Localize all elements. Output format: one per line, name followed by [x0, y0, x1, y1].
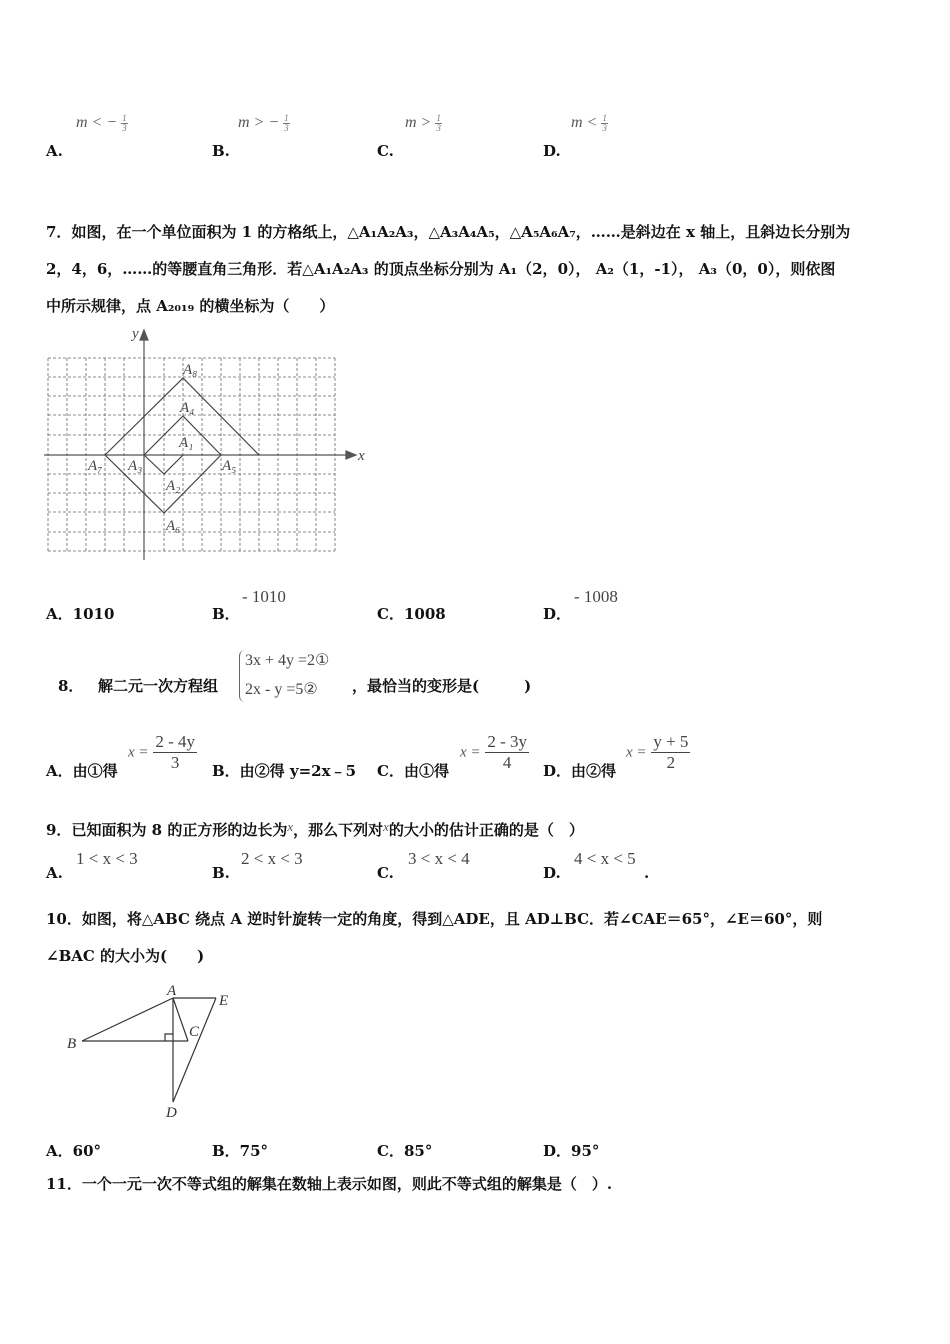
- q8-option-d-label: D．由②得: [543, 762, 617, 780]
- vertex-a-label: A: [167, 983, 177, 999]
- q6-option-c-expr: m > $\frac{1}{3}$: [405, 113, 441, 133]
- q10-vertex-labels: [67, 983, 228, 1121]
- q9-option-b-expr: 2 < x < 3: [241, 849, 303, 868]
- q10-option-b: B．75°: [212, 1142, 269, 1160]
- q10-line1: 10．如图，将△ABC 绕点 A 逆时针旋转一定的角度，得到△ADE，且 AD⊥BC．若∠CAE＝65°，∠E＝60°，则: [46, 910, 823, 928]
- question-11: 11．一个一元一次不等式组的解集在数轴上表示如图，则此不等式组的解集是（ ）.: [46, 1175, 613, 1193]
- q6-option-d-label: D.: [543, 142, 561, 160]
- q7-axes: [44, 330, 356, 560]
- q7-option-b-label: B．: [212, 605, 240, 623]
- vertex-b-label: B: [67, 1036, 77, 1052]
- q6-option-a-label: A.: [46, 142, 63, 160]
- q7-line1: 7．如图，在一个单位面积为 1 的方格纸上，△A₁A₂A₃，△A₃A₄A₅，△A₅A₆A₇，……是斜边在 x 轴上，且斜边长分别为: [46, 223, 851, 241]
- q7-option-c: C．1008: [377, 605, 446, 623]
- q9-stem: 9．已知面积为 8 的正方形的边长为x，那么下列对x的大小的估计正确的是（ ）: [46, 819, 584, 839]
- q9-option-b-label: B.: [212, 864, 230, 882]
- q7-option-b-value: - 1010: [242, 587, 286, 606]
- q7-option-d-label: D．: [543, 605, 572, 623]
- q9-option-c-label: C.: [377, 864, 394, 882]
- vertex-e-label: E: [219, 993, 229, 1009]
- q10-option-a: A．60°: [46, 1142, 102, 1160]
- q6-option-a-expr: m < − $\frac{1}{3}$: [76, 113, 127, 133]
- vertex-d-label: D: [166, 1105, 177, 1121]
- y-axis-arrow: [140, 330, 148, 340]
- q6-option-b-expr: m > − $\frac{1}{3}$: [238, 113, 289, 133]
- q9-option-d-label: D.: [543, 864, 561, 882]
- q8-option-c-expr: x = $\frac{2 - 3y}{4}$: [460, 732, 527, 772]
- q7-point-labels: [87, 326, 365, 534]
- vertex-c-label: C: [189, 1024, 200, 1040]
- q7-coordinate-figure: [40, 322, 370, 567]
- q8-option-c-label: C．由①得: [377, 762, 449, 780]
- q7-option-a: A．1010: [46, 605, 115, 623]
- q8-option-b: B．由②得 y=2x﹣5: [212, 762, 357, 780]
- q8-equation-1: 3x + 4y =2①: [245, 652, 330, 669]
- q10-option-c: C．85°: [377, 1142, 433, 1160]
- point-a8-label: A₈: [183, 362, 198, 378]
- point-a4-label: A₄: [180, 400, 195, 416]
- point-a7-label: A₇: [88, 458, 103, 474]
- q8-option-a-label: A．由①得: [46, 762, 118, 780]
- q9-option-d-expr: 4 < x < 5: [574, 849, 636, 868]
- point-a2-label: A₂: [166, 478, 181, 494]
- q8-number: 8．: [58, 677, 84, 695]
- q8-option-d-expr: x = $\frac{y + 5}{2}$: [626, 732, 689, 772]
- point-a1-label: A₁: [179, 435, 194, 451]
- q9-option-a-expr: 1 < x < 3: [76, 849, 138, 868]
- q8-equation-2: 2x - y =5②: [245, 681, 318, 698]
- x-axis-arrow: [346, 451, 356, 459]
- q6-option-d-expr: m < $\frac{1}{3}$: [571, 113, 607, 133]
- q10-option-d: D．95°: [543, 1142, 600, 1160]
- right-angle-mark: [165, 1034, 173, 1041]
- q8-suffix: ，最恰当的变形是( ): [352, 677, 532, 695]
- y-axis-label: y: [132, 326, 139, 342]
- point-a3-label: A₃: [128, 458, 143, 474]
- q8-prompt: 解二元一次方程组: [98, 677, 219, 695]
- q9-option-c-expr: 3 < x < 4: [408, 849, 470, 868]
- q9-option-a-label: A.: [46, 864, 63, 882]
- q10-triangle-figure: [60, 978, 245, 1123]
- q7-line2: 2，4，6，……的等腰直角三角形．若△A₁A₂A₃ 的顶点坐标分别为 A₁（2，0）， A₂（1，-1）， A₃（0，0），则依图: [46, 260, 836, 278]
- q7-option-d-value: - 1008: [574, 587, 618, 606]
- q10-line2: ∠BAC 的大小为( ): [46, 947, 205, 965]
- q6-option-b-label: B.: [212, 142, 230, 160]
- q9-trailing-period: .: [644, 864, 650, 882]
- q7-line3: 中所示规律，点 A₂₀₁₉ 的横坐标为（ ）: [46, 297, 335, 315]
- x-axis-label: x: [358, 448, 365, 464]
- q6-option-c-label: C.: [377, 142, 394, 160]
- q8-option-a-expr: x = $\frac{2 - 4y}{3}$: [128, 732, 195, 772]
- q10-triangle-lines: [82, 998, 216, 1102]
- point-a6-label: A₆: [166, 518, 181, 534]
- point-a5-label: A₅: [222, 458, 237, 474]
